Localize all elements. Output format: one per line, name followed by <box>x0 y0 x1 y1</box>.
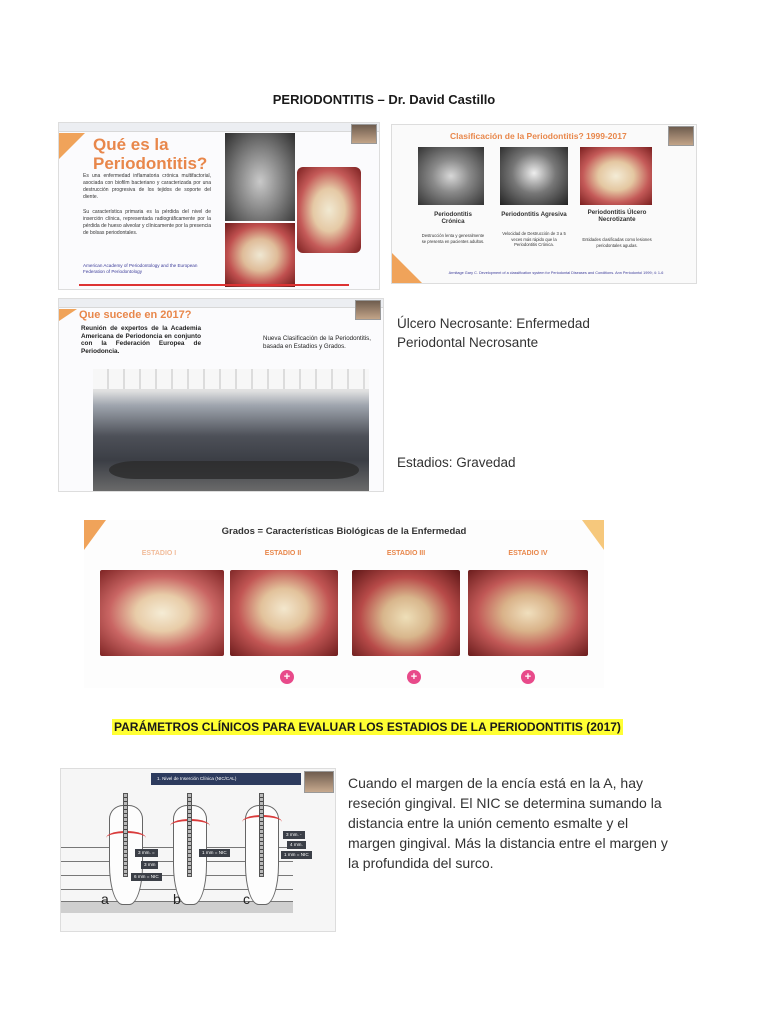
stage-3-photo <box>352 570 460 656</box>
slide-que-sucede-2017 <box>58 298 384 492</box>
slide2-source: Armitage Gary C. Development of a classification system for Periodontal Diseases and Conditions. Ann Periodontol 1999; 4: 1-6 <box>448 271 664 275</box>
slide-grados-estadios <box>84 520 604 688</box>
slide3-title: Que sucede en 2017? <box>79 309 192 321</box>
stage-label: ESTADIO IV <box>508 550 548 557</box>
slide1-paragraph-2: Su característica primaria es la pérdida del nivel de inserción clínica, representada radiográficamente por la pérdida de hueso alveolar y clínicamente por la presencia de bolsas periodontales. <box>83 209 211 236</box>
stage-label: ESTADIO III <box>386 550 426 557</box>
nic-explanation: Cuando el margen de la encía está en la A, hay reseción gingival. El NIC se determina sumando la distancia entre la unión cemento esmalte y el margen gingival. Más la distancia entre el margen y la profundida del surco. <box>348 775 668 871</box>
stage-label: ESTADIO I <box>141 550 177 557</box>
slide-browser-bar <box>59 123 379 132</box>
slide1-paragraph-1: Es una enfermedad inflamatoria crónica multifactorial, asociada con biofilm bacteriano y caracterizada por una destrucción progresiva de los tejidos de soporte del diente. <box>83 173 211 200</box>
diagram-letter: c <box>243 891 250 907</box>
classification-description: Velocidad de Destrucción de 3 a 5 veces más rápido que la Periodontitis Crónica. <box>502 231 566 247</box>
slide-accent-line <box>79 284 349 286</box>
diagram-letter: b <box>173 891 181 907</box>
conference-ceiling <box>93 369 369 389</box>
classification-heading: Periodontitis Crónica <box>434 211 472 225</box>
decorative-triangle <box>392 253 422 283</box>
note-ulcero-necrosante: Úlcero Necrosante: Enfermedad Periodontal Necrosante <box>397 316 590 350</box>
slide-clasificacion <box>391 124 697 284</box>
stage-1-photo <box>100 570 224 656</box>
slide5-header: 1. Nivel de Inserción Clínica (NIC/CAL) <box>151 773 301 785</box>
gum-probe-photo <box>297 167 361 253</box>
decorative-triangle <box>59 309 77 321</box>
slide3-left-text: Reunión de expertos de la Academia Americana de Periodoncia en conjunto con la Federación Europea de Periodoncia. <box>81 325 201 355</box>
xray-agresiva-image <box>500 147 568 205</box>
measure-label: 3 mm. - <box>283 831 305 839</box>
classification-heading: Periodontitis Úlcero Necrotizante <box>587 209 647 223</box>
measure-label: 1 mm = NIC <box>281 851 312 859</box>
presenter-thumbnail <box>668 126 694 146</box>
probe-b <box>187 793 192 877</box>
expand-plus-button[interactable]: + <box>280 670 294 684</box>
slide4-title: Grados = Características Biológicas de la Enfermedad <box>221 526 467 537</box>
diagram-letter: a <box>101 891 109 907</box>
stage-label: ESTADIO II <box>264 550 302 557</box>
classification-description: Entidades clasificadas como lesiones periodontales agudas. <box>582 237 652 248</box>
parametros-heading: PARÁMETROS CLÍNICOS PARA EVALUAR LOS ESTADIOS DE LA PERIODONTITIS (2017) <box>114 720 621 734</box>
expand-plus-button[interactable]: + <box>407 670 421 684</box>
presenter-thumbnail <box>355 300 381 320</box>
slide2-title: Clasificación de la Periodontitis? 1999-2017 <box>450 131 627 141</box>
measure-label: 3 mm. = <box>135 849 158 857</box>
conference-table <box>109 461 359 479</box>
note-estadios: Estadios: Gravedad <box>397 455 516 470</box>
probe-c <box>259 793 264 877</box>
panoramic-xray-image <box>225 133 295 221</box>
slide1-source: American Academy of Periodontology and the European Federation of Periodontology <box>83 263 198 274</box>
measure-label: 6 mm = NIC <box>131 873 162 881</box>
slide-nivel-insercion-clinica <box>60 768 336 932</box>
document-title: PERIODONTITIS – Dr. David Castillo <box>272 92 496 107</box>
necrotizante-photo <box>580 147 652 205</box>
classification-heading: Periodontitis Agresiva <box>501 211 567 218</box>
gum-photo <box>225 223 295 287</box>
classification-description: Destrucción lenta y generalmente se presenta en pacientes adultos. <box>421 233 485 244</box>
slide-que-es-periodontitis <box>58 122 380 290</box>
stage-4-photo <box>468 570 588 656</box>
slide1-title: Qué es la Periodontitis? <box>93 135 208 173</box>
presenter-thumbnail <box>304 771 334 793</box>
measure-label: 3 mm <box>141 861 158 869</box>
presenter-thumbnail <box>351 124 377 144</box>
probe-a <box>123 793 128 877</box>
expand-plus-button[interactable]: + <box>521 670 535 684</box>
measure-label: 4 mm. <box>287 841 306 849</box>
decorative-triangle <box>59 133 85 159</box>
stage-2-photo <box>230 570 338 656</box>
slide-browser-bar <box>59 299 383 308</box>
xray-cronica-image <box>418 147 484 205</box>
slide3-right-text: Nueva Clasificación de la Periodontitis, basada en Estadios y Grados. <box>263 335 371 350</box>
measure-label: 1 mm = NIC <box>199 849 230 857</box>
